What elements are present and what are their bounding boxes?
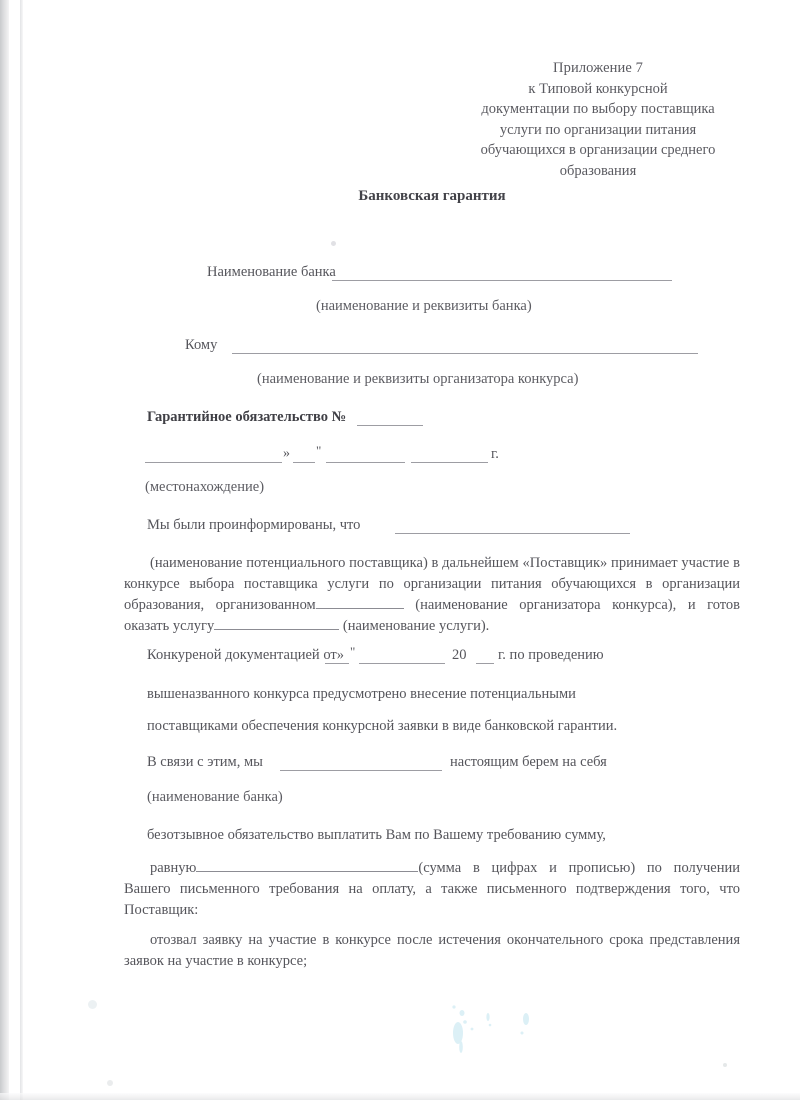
date-quote-open: " (316, 443, 322, 458)
tender-doc-day-blank[interactable] (325, 663, 349, 664)
bank-name-caption-2: (наименование банка) (147, 789, 283, 805)
commitment-line-suffix: настоящим берем на себя (450, 754, 607, 770)
guarantee-obligation-label: Гарантийное обязательство № (147, 409, 347, 425)
tender-organizer-blank[interactable] (316, 608, 404, 609)
informed-label: Мы были проинформированы, что (147, 517, 361, 533)
scan-speck-upper (331, 241, 336, 246)
tender-doc-year-suffix: г. по проведению (498, 647, 604, 663)
document-header-block (452, 58, 744, 181)
irrevocable-line: безотзывное обязательство выплатить Вам по Вашему требованию сумму, (147, 827, 606, 843)
supplier-paragraph-part2: (наименование организатора конкурса), и готов оказать услугу (124, 597, 741, 634)
header-line-5: обучающихся в организации среднего (480, 142, 716, 158)
service-name-blank[interactable] (214, 629, 339, 630)
withdrawal-paragraph-text: отозвал заявку на участие в конкурсе после истечения окончательного срока представления заявок на участие в конкурсе; (124, 932, 740, 969)
scan-ink-artifact (432, 995, 552, 1075)
tender-line-2: вышеназванного конкурса предусмотрено внесение потенциальными (147, 686, 576, 702)
page-title: Банковская гарантия (358, 188, 506, 204)
amount-paragraph-rest: (сумма в цифрах и прописью) по получении Вашего письменного требования на оплату, а также письменного подтверждения того, что Поставщик: (124, 860, 740, 918)
header-line-3: документации по выбору поставщика (481, 101, 715, 117)
supplier-paragraph-part3: (наименование услуги). (342, 618, 490, 634)
location-blank[interactable] (145, 462, 282, 463)
addressee-label: Кому (185, 337, 218, 353)
date-day-blank[interactable] (293, 462, 315, 463)
tender-line-3: поставщиками обеспечения конкурсной заявки в виде банковской гарантии. (147, 718, 618, 734)
scan-speck-lower-left (88, 1000, 97, 1009)
informed-blank[interactable] (395, 533, 630, 534)
commitment-bank-blank[interactable] (280, 770, 442, 771)
supplier-paragraph-part1: (наименование потенциального поставщика) в дальнейшем «Поставщик» принимает участие в конкурсе выбора поставщика услуги по организации питания обучающихся в организации образования, организованном (124, 555, 740, 613)
header-line-2: к Типовой конкурсной (528, 80, 668, 97)
date-year-blank[interactable] (411, 462, 488, 463)
scan-edge-left-inner (20, 0, 23, 1100)
bank-name-caption: (наименование и реквизиты банка) (316, 298, 532, 314)
commitment-line-prefix: В связи с этим, мы (147, 754, 263, 770)
scan-edge-left (0, 0, 9, 1100)
amount-blank[interactable] (196, 871, 418, 872)
amount-paragraph-prefix: равную (150, 860, 197, 876)
bank-name-blank[interactable] (332, 280, 672, 281)
tender-doc-month-blank[interactable] (359, 663, 445, 664)
addressee-caption: (наименование и реквизиты организатора конкурса) (257, 371, 579, 387)
amount-paragraph (124, 858, 740, 921)
date-year-suffix: г. (491, 446, 499, 462)
scan-speck-lower-right (723, 1063, 727, 1067)
scan-edge-bottom (0, 1093, 800, 1100)
tender-doc-quote: " (350, 644, 356, 659)
header-line-6: образования (559, 162, 637, 179)
location-caption: (местонахождение) (145, 479, 265, 495)
tender-doc-year-blank[interactable] (476, 663, 494, 664)
tender-doc-prefix: Конкуреной документацией от» (147, 647, 344, 663)
header-line-4: услуги по организации питания (499, 121, 697, 138)
date-month-blank[interactable] (326, 462, 405, 463)
guarantee-obligation-number-blank[interactable] (357, 425, 423, 426)
supplier-paragraph (124, 553, 740, 637)
bank-name-label: Наименование банка (207, 264, 336, 280)
scan-speck-bottom (107, 1080, 113, 1086)
tender-doc-year: 20 (452, 647, 467, 663)
header-line-appendix: Приложение 7 (553, 60, 643, 76)
addressee-blank[interactable] (232, 353, 698, 354)
withdrawal-paragraph (124, 930, 740, 972)
date-quote-close: » (283, 446, 290, 461)
